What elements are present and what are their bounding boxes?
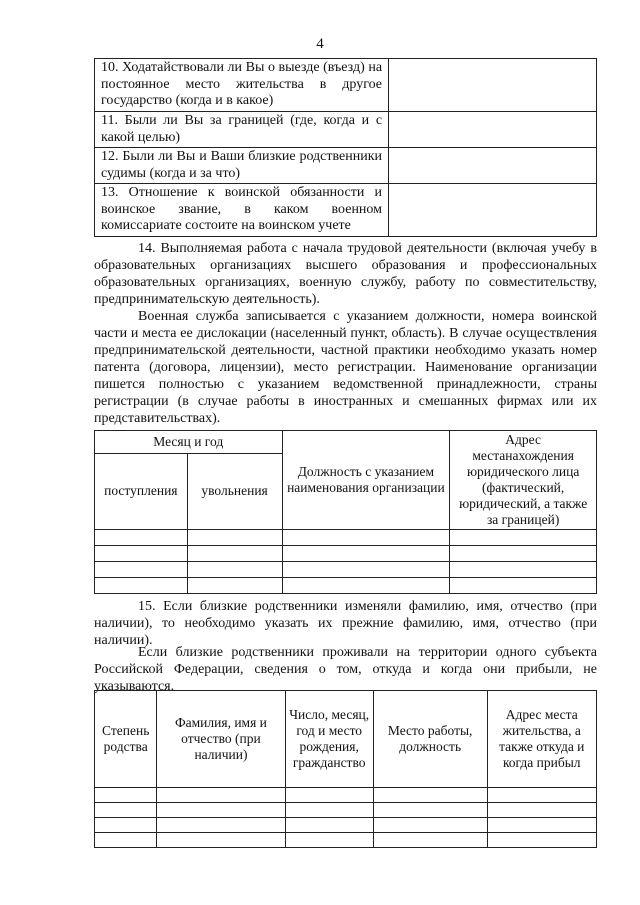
question-11: 11. Были ли Вы за границей (где, когда и с какой целью) bbox=[95, 112, 389, 148]
cell[interactable] bbox=[285, 788, 373, 803]
question-row bbox=[95, 148, 597, 184]
cell[interactable] bbox=[450, 530, 597, 546]
cell[interactable] bbox=[373, 833, 487, 848]
cell[interactable] bbox=[282, 578, 450, 594]
section-15-heading: 15. Если близкие родственники изменяли фамилию, имя, отчество (при наличии), то необходимо указать их прежние фамилию, имя, отчество (при наличии). bbox=[94, 599, 597, 648]
cell[interactable] bbox=[95, 788, 157, 803]
cell[interactable] bbox=[373, 803, 487, 818]
cell[interactable] bbox=[187, 530, 282, 546]
cell[interactable] bbox=[95, 546, 188, 562]
cell[interactable] bbox=[95, 818, 157, 833]
cell[interactable] bbox=[157, 818, 285, 833]
cell[interactable] bbox=[487, 788, 597, 803]
cell[interactable] bbox=[450, 546, 597, 562]
work-header: Место работы, должность bbox=[373, 691, 487, 788]
cell[interactable] bbox=[157, 788, 285, 803]
answer-12-field[interactable] bbox=[389, 148, 597, 184]
question-12: 12. Были ли Вы и Ваши близкие родственники судимы (когда и за что) bbox=[95, 148, 389, 184]
question-row bbox=[95, 112, 597, 148]
cell[interactable] bbox=[95, 530, 188, 546]
cell[interactable] bbox=[282, 546, 450, 562]
cell[interactable] bbox=[157, 803, 285, 818]
cell[interactable] bbox=[487, 833, 597, 848]
cell[interactable] bbox=[373, 788, 487, 803]
cell[interactable] bbox=[373, 818, 487, 833]
cell[interactable] bbox=[285, 803, 373, 818]
cell[interactable] bbox=[285, 833, 373, 848]
question-row bbox=[95, 184, 597, 237]
table-row bbox=[95, 578, 597, 594]
end-header: увольнения bbox=[187, 453, 282, 529]
table-row bbox=[95, 530, 597, 546]
relation-header: Степень родства bbox=[95, 691, 157, 788]
cell[interactable] bbox=[95, 562, 188, 578]
cell[interactable] bbox=[450, 562, 597, 578]
answer-11-field[interactable] bbox=[389, 112, 597, 148]
table-row bbox=[95, 833, 597, 848]
questions-table bbox=[94, 58, 597, 237]
address-header: Адрес местанахождения юридического лица (фактический, юридический, а также за границей) bbox=[450, 431, 597, 530]
cell[interactable] bbox=[187, 578, 282, 594]
month-year-header: Месяц и год bbox=[95, 431, 283, 454]
residence-header: Адрес места жительства, а также откуда и когда прибыл bbox=[487, 691, 597, 788]
name-header: Фамилия, имя и отчество (при наличии) bbox=[157, 691, 285, 788]
cell[interactable] bbox=[95, 578, 188, 594]
question-row bbox=[95, 59, 597, 112]
section-14-heading: 14. Выполняемая работа с начала трудовой деятельности (включая учебу в образовательных организациях высшего образования и профессиональных образовательных организациях, военную службу, работу по совместительству, предпринимательскую деятельность). bbox=[94, 241, 597, 307]
section-15-note: Если близкие родственники проживали на территории одного субъекта Российской Федерации, сведения о том, откуда и когда они прибыли, не указываются. bbox=[94, 645, 597, 694]
work-history-table bbox=[94, 430, 597, 594]
cell[interactable] bbox=[487, 803, 597, 818]
relatives-table bbox=[94, 690, 597, 848]
cell[interactable] bbox=[95, 803, 157, 818]
cell[interactable] bbox=[187, 562, 282, 578]
birth-header: Число, месяц, год и место рождения, гражданство bbox=[285, 691, 373, 788]
question-13: 13. Отношение к воинской обязанности и воинское звание, в каком военном комиссариате состоите на воинском учете bbox=[95, 184, 389, 237]
cell[interactable] bbox=[187, 546, 282, 562]
cell[interactable] bbox=[487, 818, 597, 833]
table-row bbox=[95, 562, 597, 578]
cell[interactable] bbox=[282, 562, 450, 578]
page-number: 4 bbox=[316, 36, 324, 52]
start-header: поступления bbox=[95, 453, 188, 529]
section-14-instructions: Военная служба записывается с указанием должности, номера воинской части и места ее дислокации (населенный пункт, область). В случае осуществления предпринимательской деятельности, частной практики необходимо указать номер патента (договора, лицензии), место регистрации. Наименование организации пишется полностью с указанием ведомственной принадлежности, страны регистрации (в случае работы в иностранных и смешанных фирмах или их представительствах). bbox=[94, 309, 597, 426]
cell[interactable] bbox=[282, 530, 450, 546]
cell[interactable] bbox=[450, 578, 597, 594]
table-row bbox=[95, 788, 597, 803]
cell[interactable] bbox=[95, 833, 157, 848]
cell[interactable] bbox=[157, 833, 285, 848]
table-row bbox=[95, 818, 597, 833]
cell[interactable] bbox=[285, 818, 373, 833]
answer-10-field[interactable] bbox=[389, 59, 597, 112]
question-10: 10. Ходатайствовали ли Вы о выезде (въезд) на постоянное место жительства в другое государство (когда и в какое) bbox=[95, 59, 389, 112]
table-row bbox=[95, 546, 597, 562]
answer-13-field[interactable] bbox=[389, 184, 597, 237]
table-row bbox=[95, 803, 597, 818]
position-header: Должность с указанием наименования организации bbox=[282, 431, 450, 530]
